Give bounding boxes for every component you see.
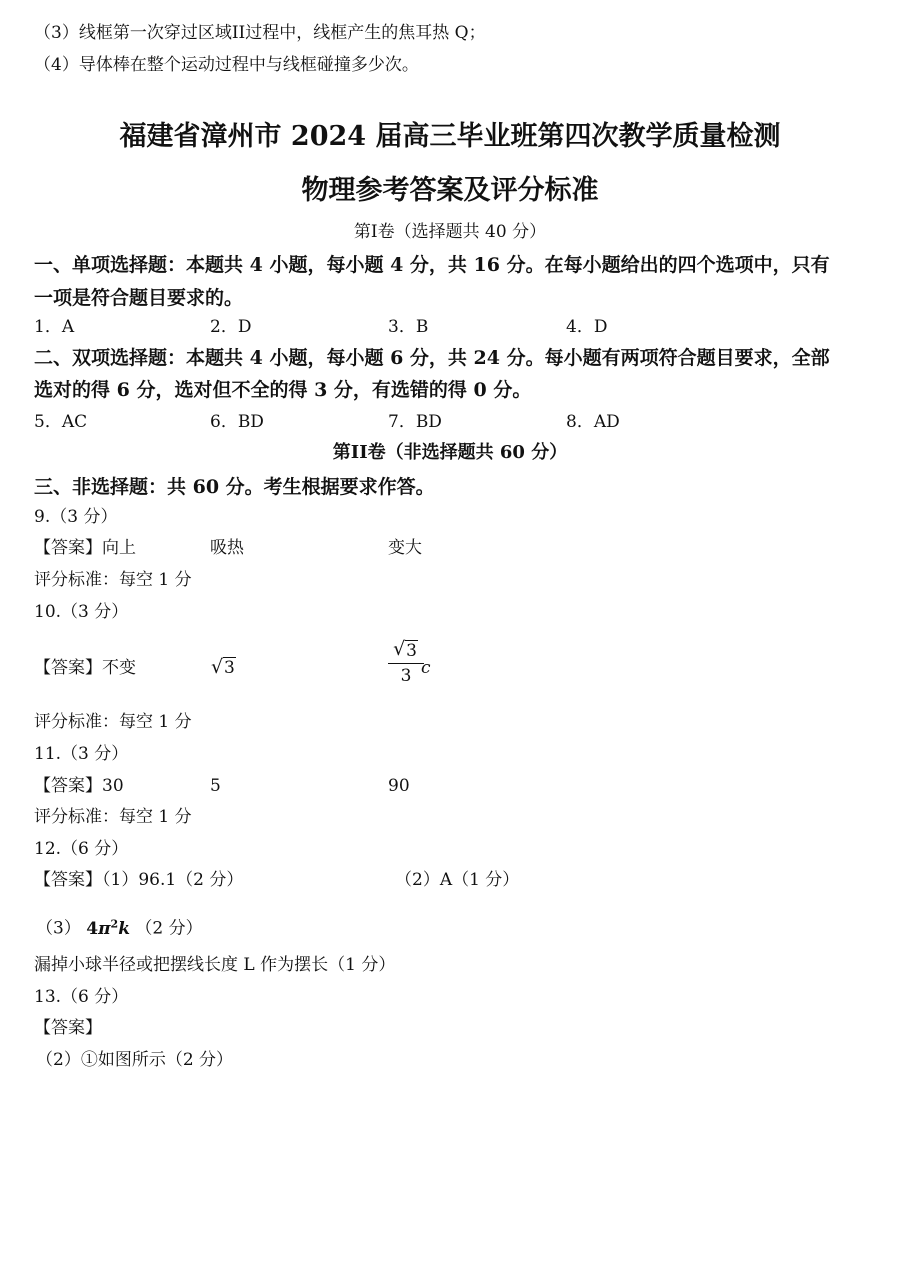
sqrt-symbol bbox=[394, 640, 418, 661]
answer-3: 3．B bbox=[388, 317, 429, 337]
answer-6: 6．BD bbox=[210, 412, 264, 432]
section1-line2: 一项是符合题目要求的。 bbox=[34, 287, 244, 309]
q12-answer-3-prefix: （3） bbox=[36, 918, 81, 939]
answer-2: 2．D bbox=[210, 317, 252, 337]
part2-header: 第II卷（非选择题共 60 分） bbox=[332, 442, 568, 463]
page-subtitle: 物理参考答案及评分标准 bbox=[301, 175, 599, 206]
q9-answer-2: 吸热 bbox=[210, 538, 244, 558]
q9-label: 9.（3 分） bbox=[34, 507, 118, 527]
fraction-numerator bbox=[388, 640, 424, 661]
section2-line2: 选对的得 6 分，选对但不全的得 3 分，有选错的得 0 分。 bbox=[34, 379, 532, 401]
formula-k: k bbox=[118, 918, 130, 939]
section3-heading: 三、非选择题：共 60 分。考生根据要求作答。 bbox=[34, 476, 435, 498]
radicand: 3 bbox=[406, 641, 417, 661]
q12-answer-3-suffix: （2 分） bbox=[135, 918, 203, 939]
sqrt-symbol bbox=[212, 657, 236, 679]
radicand: 3 bbox=[224, 658, 235, 678]
prev-question-4: （4）导体棒在整个运动过程中与线框碰撞多少次。 bbox=[34, 55, 419, 75]
answer-5: 5．AC bbox=[34, 412, 88, 432]
q12-formula bbox=[86, 919, 130, 939]
q12-note: 漏掉小球半径或把摆线长度 L 作为摆长（1 分） bbox=[34, 955, 396, 975]
q9-answer-3: 变大 bbox=[388, 538, 422, 558]
fraction-denominator: 3 bbox=[400, 666, 412, 686]
answer-7: 7．BD bbox=[388, 412, 442, 432]
formula-exponent: 2 bbox=[110, 917, 119, 930]
q9-answer-1: 【答案】向上 bbox=[34, 538, 136, 558]
q11-answer-2: 5 bbox=[210, 776, 221, 796]
answer-1: 1．A bbox=[34, 317, 75, 337]
answer-8: 8．AD bbox=[566, 412, 620, 432]
q10-answer-3-fraction bbox=[388, 640, 424, 686]
fraction-bar bbox=[388, 663, 424, 664]
q12-label: 12.（6 分） bbox=[34, 839, 129, 859]
q11-answer-3: 90 bbox=[388, 776, 410, 796]
page-title: 福建省漳州市 2024 届高三毕业班第四次教学质量检测 bbox=[119, 121, 781, 152]
q11-scoring: 评分标准：每空 1 分 bbox=[34, 807, 192, 827]
q10-label: 10.（3 分） bbox=[34, 602, 129, 622]
section1-line1: 一、单项选择题：本题共 4 小题，每小题 4 分，共 16 分。在每小题给出的四个选项中，只有 bbox=[34, 254, 830, 276]
answer-4: 4．D bbox=[566, 317, 608, 337]
q13-answer: 【答案】 bbox=[34, 1018, 102, 1038]
q10-answer-2 bbox=[212, 657, 236, 679]
q9-scoring: 评分标准：每空 1 分 bbox=[34, 570, 192, 590]
q11-answer-1: 【答案】30 bbox=[34, 776, 124, 796]
q13-part2: （2）①如图所示（2 分） bbox=[36, 1050, 234, 1070]
q10-scoring: 评分标准：每空 1 分 bbox=[34, 712, 192, 732]
formula-coef: 4 bbox=[86, 918, 99, 939]
q10-answer-1: 【答案】不变 bbox=[34, 658, 136, 678]
part1-header: 第I卷（选择题共 40 分） bbox=[353, 222, 547, 242]
variable-c: c bbox=[421, 658, 431, 678]
q12-answer-2: （2）A（1 分） bbox=[395, 870, 520, 890]
q10-answer-3-variable bbox=[421, 657, 431, 679]
q12-answer-1: 【答案】（1）96.1（2 分） bbox=[34, 870, 244, 890]
prev-question-3: （3）线框第一次穿过区域II过程中，线框产生的焦耳热 Q； bbox=[34, 23, 486, 43]
section2-line1: 二、双项选择题：本题共 4 小题，每小题 6 分，共 24 分。每小题有两项符合题目要求，全部 bbox=[34, 347, 830, 369]
formula-pi: π bbox=[98, 918, 111, 939]
q11-label: 11.（3 分） bbox=[34, 744, 129, 764]
q13-label: 13.（6 分） bbox=[34, 987, 129, 1007]
q12-answer-3 bbox=[36, 913, 203, 940]
